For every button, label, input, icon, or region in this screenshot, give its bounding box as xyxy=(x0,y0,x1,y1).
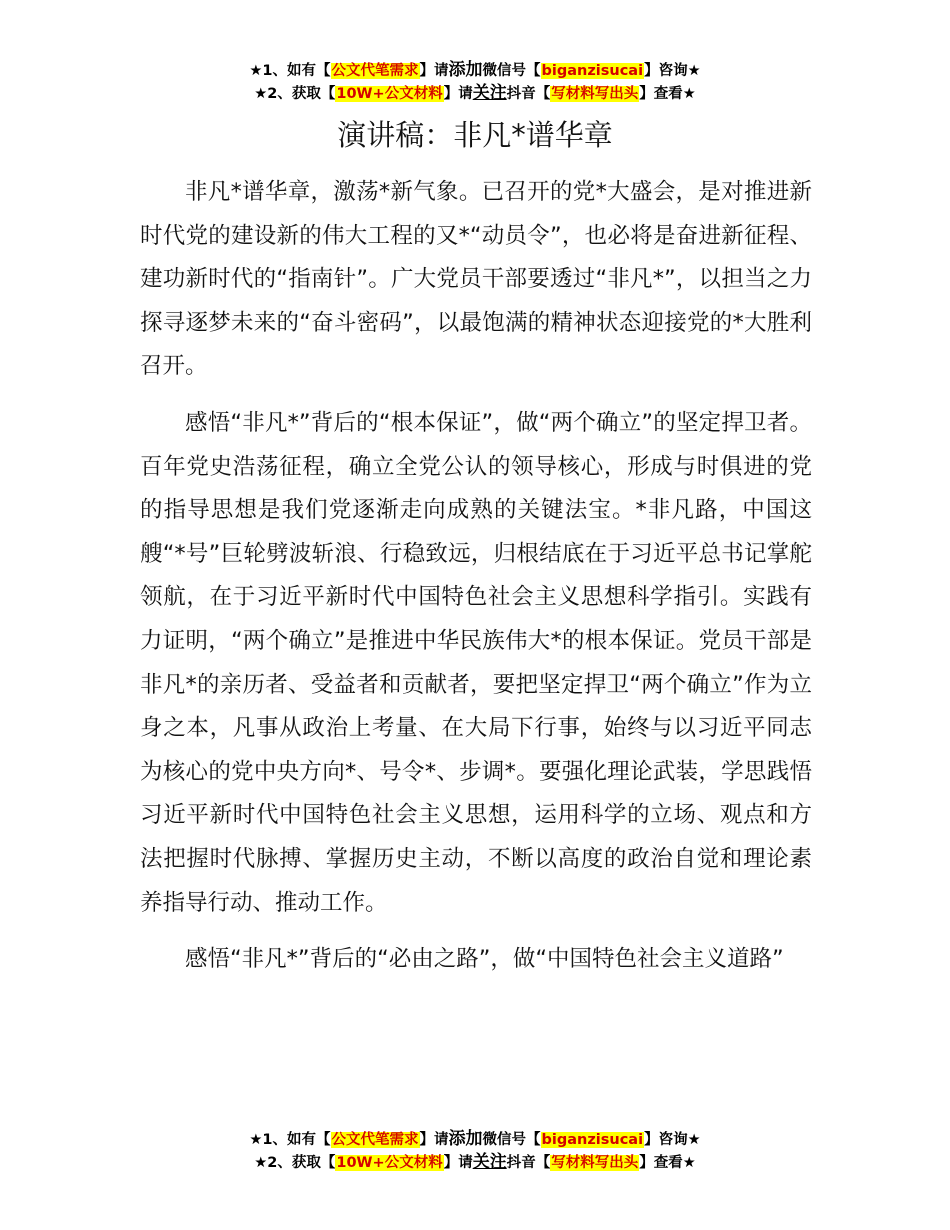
paragraph-1: 非凡*谱华章，激荡*新气象。已召开的党*大盛会，是对推进新时代党的建设新的伟大工程的又*“动员令”，也必将是奋进新征程、建功新时代的“指南针”。广大党员干部要透过“非凡*”，以担当之力探寻逐梦未来的“奋斗密码”，以最饱满的精神状态迎接党的*大胜利召开。 xyxy=(140,179,812,380)
banner-text: ★2、获取【 xyxy=(254,1155,336,1171)
highlight-wechat-id: biganzisucai xyxy=(541,1132,644,1148)
banner-emphasis: 关注 xyxy=(472,1152,507,1172)
banner-text: 】查看★ xyxy=(639,1155,696,1171)
banner-text: 】请 xyxy=(419,63,449,79)
header-banner xyxy=(0,59,950,105)
banner-text: 】咨询★ xyxy=(644,1132,701,1148)
banner-line-2 xyxy=(0,1151,950,1174)
highlight-materials: 10W+公文材料 xyxy=(336,86,443,102)
highlight-douyin-id: 写材料写出头 xyxy=(551,86,639,102)
banner-emphasis: 关注 xyxy=(472,83,507,103)
highlight-wechat-id: biganzisucai xyxy=(541,63,644,79)
banner-text: 】查看★ xyxy=(639,86,696,102)
banner-text: 微信号【 xyxy=(482,1132,541,1148)
highlight-service: 公文代笔需求 xyxy=(331,63,419,79)
banner-emphasis: 添加 xyxy=(448,1129,483,1149)
banner-emphasis: 添加 xyxy=(448,60,483,80)
banner-text: 抖音【 xyxy=(506,86,551,102)
paragraph-2: 感悟“非凡*”背后的“根本保证”，做“两个确立”的坚定捍卫者。百年党史浩荡征程，确立全党公认的领导核心，形成与时俱进的党的指导思想是我们党逐渐走向成熟的关键法宝。*非凡路，中国这艘“*号”巨轮劈波斩浪、行稳致远，归根结底在于习近平总书记掌舵领航，在于习近平新时代中国特色社会主义思想科学指引。实践有力证明，“两个确立”是推进中华民族伟大*的根本保证。党员干部是非凡*的亲历者、受益者和贡献者，要把坚定捍卫“两个确立”作为立身之本，凡事从政治上考量、在大局下行事，始终与以习近平同志为核心的党中央方向*、号令*、步调*。要强化理论武装，学思践悟习近平新时代中国特色社会主义思想，运用科学的立场、观点和方法把握时代脉搏、掌握历史主动，不断以高度的政治自觉和理论素养指导行动、推动工作。 xyxy=(140,409,812,916)
banner-text: 】请 xyxy=(443,1155,473,1171)
banner-text: 】请 xyxy=(443,86,473,102)
highlight-materials: 10W+公文材料 xyxy=(336,1155,443,1171)
banner-text: ★1、如有【 xyxy=(249,63,331,79)
banner-text: ★1、如有【 xyxy=(249,1132,331,1148)
banner-text: 】咨询★ xyxy=(644,63,701,79)
banner-line-1 xyxy=(0,1128,950,1151)
paragraph-3: 感悟“非凡*”背后的“必由之路”，做“中国特色社会主义道路” xyxy=(185,946,784,973)
highlight-service: 公文代笔需求 xyxy=(331,1132,419,1148)
banner-line-2 xyxy=(0,82,950,105)
banner-line-1 xyxy=(0,59,950,82)
banner-text: 抖音【 xyxy=(506,1155,551,1171)
banner-text: ★2、获取【 xyxy=(254,86,336,102)
document-body xyxy=(140,171,812,995)
banner-text: 微信号【 xyxy=(482,63,541,79)
banner-text: 】请 xyxy=(419,1132,449,1148)
highlight-douyin-id: 写材料写出头 xyxy=(551,1155,639,1171)
footer-banner xyxy=(0,1128,950,1174)
document-title: 演讲稿：非凡*谱华章 xyxy=(337,118,613,152)
